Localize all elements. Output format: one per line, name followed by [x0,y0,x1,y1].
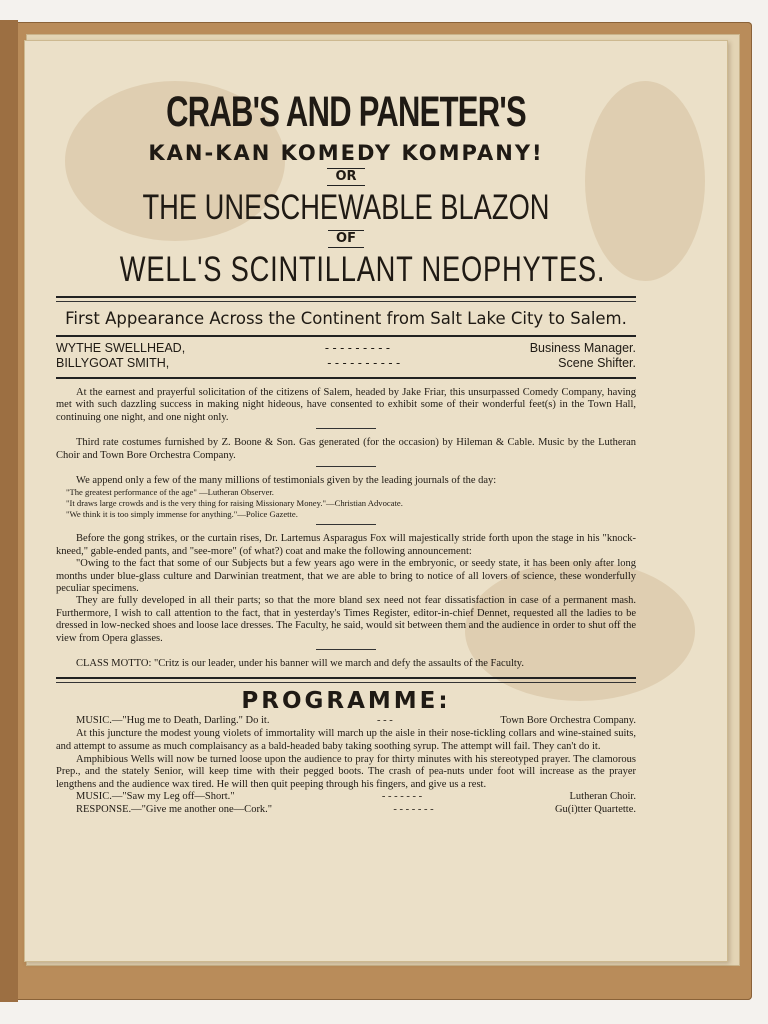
playbill-content [56,58,636,816]
divider [56,296,636,298]
or-word: OR [327,168,364,186]
testimonials-intro: We append only a few of the many millions of testimonials given by the leading journals of the day: [76,475,497,487]
title-line-1: CRAB'S AND PANETER'S [166,88,526,136]
testimonial: "The greatest performance of the age" —Lutheran Observer. [66,487,274,498]
subtitle: First Appearance Across the Continent from Salt Lake City to Salem. [65,309,627,328]
title-line-4: WELL'S SCINTILLANT NEOPHYTES. [119,250,606,289]
class-motto: CLASS MOTTO: "Critz is our leader, under his banner will we march and defy the assaults of the Faculty. [76,658,524,670]
programme-item-performer: Lutheran Choir. [569,791,636,803]
short-rule [316,649,376,650]
staff-row [56,356,636,371]
programme-item-label: MUSIC.—"Saw my Leg off—Short." [76,791,235,803]
short-rule [316,466,376,467]
divider [56,301,636,302]
staff-role: Business Manager. [529,341,636,355]
programme-response [56,804,636,817]
programme-paragraph: At this juncture the modest young violets of immortality will march up the aisle in their nose-tickling collars and wine-stained suits, and attempt to assume as much complaisancy as a bald-headed baby taking soothing syrup. The attempt will fail. They can't do it. [56,728,636,752]
programme-item-dashes: - - - - - - - [393,803,434,815]
programme-item-dashes: - - - - - - - [381,791,423,803]
programme-music-1 [56,715,636,728]
title-line-3: THE UNESCHEWABLE BLAZON [142,188,550,227]
announcement-paragraph: Before the gong strikes, or the curtain rises, Dr. Lartemus Asparagus Fox will majestically stride forth upon the stage in his "knock-kneed," gable-ended pants, and "see-more" (of what?) coat and make the following announcement: [56,533,636,557]
title-line-2: KAN-KAN KOMEDY KOMPANY! [148,141,544,165]
short-rule [316,524,376,525]
announcement-quote: "Owing to the fact that some of our Subjects but a few years ago were in the embryonic, or seedy state, it has been only after long months under blue-glass culture and Darwinian treatment, that we are able to bring to notice of all lovers of science, these wonderfully peculiar specimens. [56,558,636,595]
programme-item-performer: Gu(i)tter Quartette. [554,803,636,815]
programme-item-label: RESPONSE.—"Give me another one—Cork." [76,803,273,815]
testimonial: "We think it is too simply immense for anything."—Police Gazette. [66,509,298,520]
staff-name: WYTHE SWELLHEAD, [56,341,186,355]
staff-list [56,341,636,371]
short-rule [316,428,376,429]
programme-item-performer: Town Bore Orchestra Company. [500,714,636,726]
divider [56,377,636,379]
divider [56,677,636,679]
staff-role: Scene Shifter. [558,356,636,370]
staff-dashes: - - - - - - - - - [324,341,391,355]
programme-heading: PROGRAMME: [241,687,451,714]
binder-spine [0,20,18,1002]
programme-paragraph: Amphibious Wells will now be turned loose upon the audience to pray for thirty minutes with his stereotyped prayer. The clamorous Prep., and the stately Senior, will keep time with their pegged boots. The crash of pea-nuts under foot will increase as the prayer lengthens and the audience wax tired. He will then quit peeping through his fingers, and give us a rest. [56,753,636,790]
of-divider [56,230,636,248]
staff-name: BILLYGOAT SMITH, [56,356,170,370]
programme-item-dashes: - - - [377,714,393,726]
of-word: OF [328,230,364,248]
staff-dashes: - - - - - - - - - - [327,356,401,370]
divider [56,335,636,337]
announcement-continued: They are fully developed in all their parts; so that the more bland sex need not fear dissatisfaction in case of a permanent mash. Furthermore, I wish to call attention to the fact, that in yesterday's Times Register, editor-in-chief Dennet, requested all the ladies to be dressed in low-necked shoes and loose lace dresses. The Faculty, he said, would sit between them and the audience in order to shut off the view from Opera glasses. [56,595,636,644]
divider [56,682,636,683]
testimonial: "It draws large crowds and is the very thing for raising Missionary Money."—Christian Advocate. [66,498,403,509]
credits-paragraph: Third rate costumes furnished by Z. Boone & Son. Gas generated (for the occasion) by Hileman & Cable. Music by the Lutheran Choir and Town Bore Orchestra Company. [56,437,636,461]
programme-music-2 [56,791,636,804]
programme-item-label: MUSIC.—"Hug me to Death, Darling." Do it. [76,714,270,726]
or-divider [56,168,636,186]
intro-paragraph: At the earnest and prayerful solicitation of the citizens of Salem, headed by Jake Friar, this unsurpassed Comedy Company, having met with such dazzling success in making night hideous, have consented to exhibit some of their wonderful feet(s) in the Town Hall, continuing one night, and one night only. [56,387,636,423]
staff-row [56,341,636,356]
